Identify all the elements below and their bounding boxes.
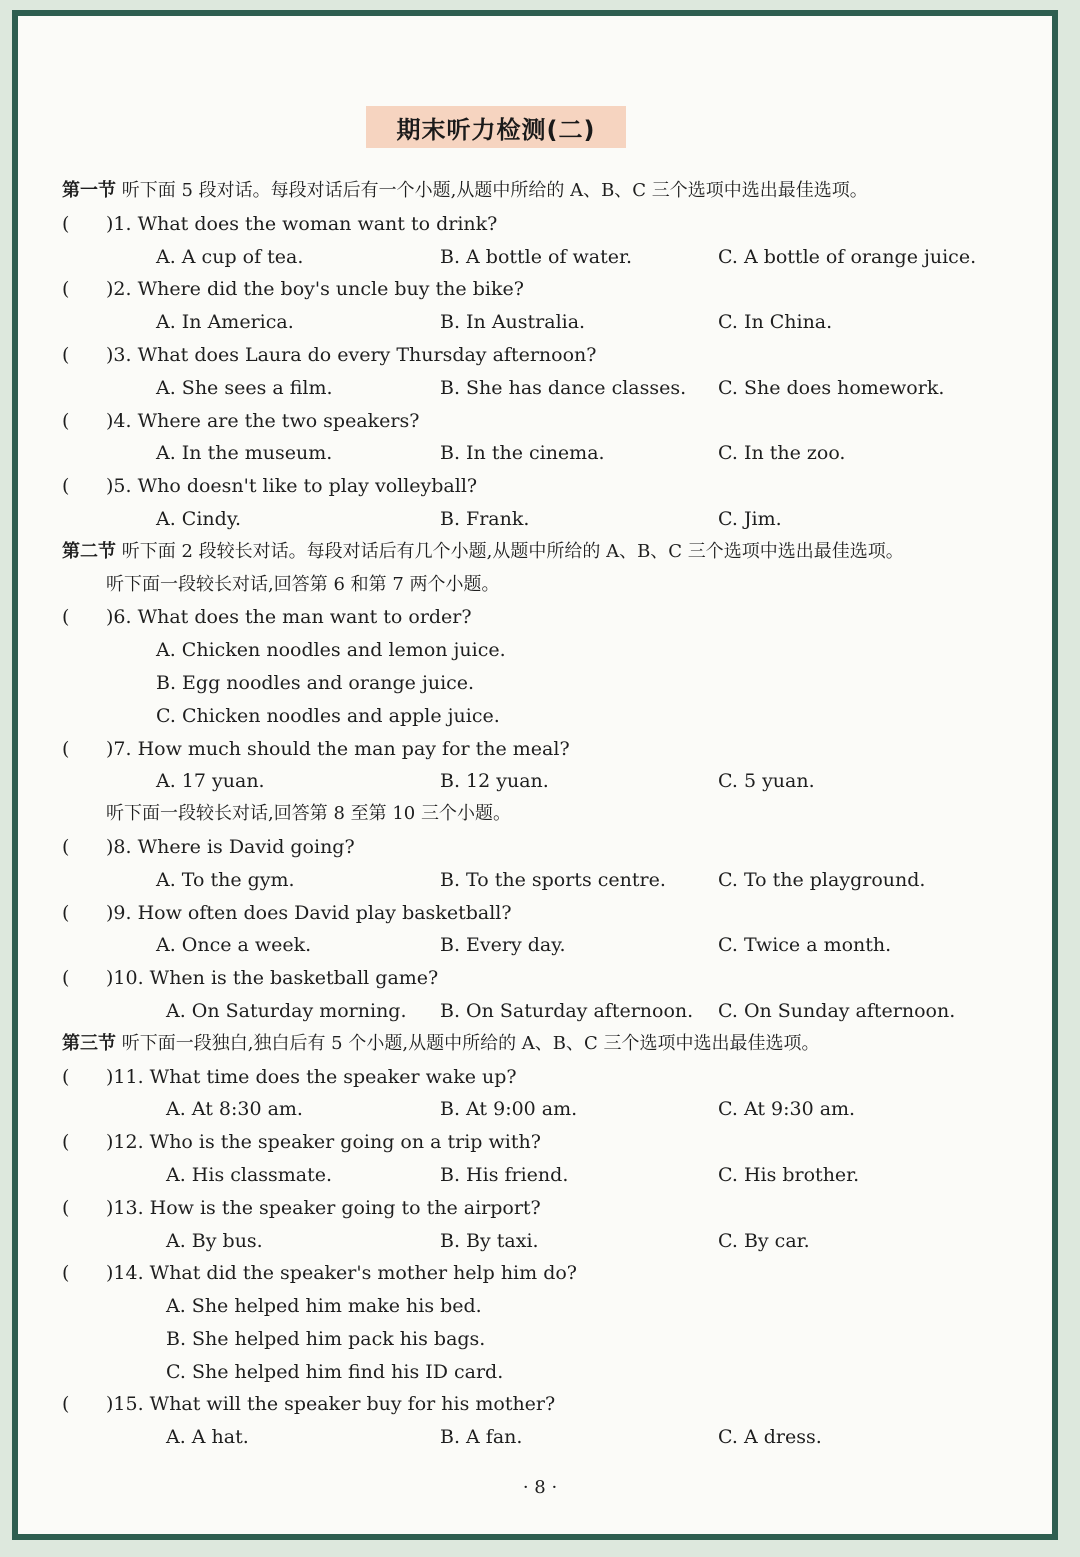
question-3: [62, 339, 1042, 372]
question-text: )5. Who doesn't like to play volleyball?: [106, 475, 478, 498]
option-c: C. A bottle of orange juice.: [718, 245, 977, 268]
section-label: 第二节: [62, 540, 116, 562]
option-14c: [62, 1356, 1042, 1389]
question-8: [62, 831, 1042, 864]
option-a: A. In the museum.: [156, 442, 333, 465]
options-2: [62, 306, 1042, 339]
option-b: B. She has dance classes.: [440, 376, 687, 399]
title-banner: [366, 106, 626, 148]
answer-blank: (: [62, 278, 70, 301]
option-b: B. His friend.: [440, 1163, 569, 1186]
option-a: A. By bus.: [166, 1229, 263, 1252]
question-13: [62, 1192, 1042, 1225]
section-label: 第三节: [62, 1032, 116, 1054]
option-a: A. On Saturday morning.: [166, 999, 407, 1022]
section-2-heading: [62, 536, 1042, 569]
option-c: C. Jim.: [718, 507, 782, 530]
option-c: C. Twice a month.: [718, 934, 892, 957]
page-number: · 8 ·: [522, 1477, 558, 1498]
option-c: C. By car.: [718, 1229, 810, 1252]
option-14b: [62, 1323, 1042, 1356]
answer-blank: (: [62, 212, 70, 235]
answer-blank: (: [62, 1131, 70, 1154]
answer-blank: (: [62, 475, 70, 498]
section-instructions: 听下面一段独白,独白后有 5 个小题,从题中所给的 A、B、C 三个选项中选出最佳选项。: [121, 1032, 820, 1054]
option-b: B. To the sports centre.: [440, 868, 666, 891]
options-3: [62, 372, 1042, 405]
question-text: )1. What does the woman want to drink?: [106, 212, 498, 235]
option-b: B. A bottle of water.: [440, 245, 633, 268]
options-10: [62, 995, 1042, 1028]
question-5: [62, 470, 1042, 503]
answer-blank: (: [62, 606, 70, 629]
options-8: [62, 864, 1042, 897]
option-14a: [62, 1290, 1042, 1323]
option-b: B. In the cinema.: [440, 442, 605, 465]
options-12: [62, 1159, 1042, 1192]
options-11: [62, 1093, 1042, 1126]
option-b: B. On Saturday afternoon.: [440, 999, 694, 1022]
option-c: C. A dress.: [718, 1426, 822, 1449]
option-6b: [62, 667, 1042, 700]
option-a: A. She sees a film.: [156, 376, 333, 399]
question-text: )10. When is the basketball game?: [106, 967, 439, 990]
option-c: C. His brother.: [718, 1163, 860, 1186]
option-b: B. At 9:00 am.: [440, 1098, 578, 1121]
option-c: C. Chicken noodles and apple juice.: [156, 704, 500, 727]
dialogue-instruction-1: 听下面一段较长对话,回答第 6 和第 7 两个小题。: [106, 573, 500, 595]
option-b: B. Every day.: [440, 934, 566, 957]
question-14: [62, 1257, 1042, 1290]
question-12: [62, 1126, 1042, 1159]
option-a: A. She helped him make his bed.: [166, 1295, 482, 1318]
option-a: A. In America.: [156, 311, 294, 334]
option-c: C. In the zoo.: [718, 442, 846, 465]
options-4: [62, 437, 1042, 470]
answer-blank: (: [62, 1262, 70, 1285]
options-5: [62, 503, 1042, 536]
option-a: A. Once a week.: [156, 934, 312, 957]
answer-blank: (: [62, 1065, 70, 1088]
question-text: )12. Who is the speaker going on a trip with?: [106, 1131, 541, 1154]
option-a: A. A hat.: [166, 1426, 249, 1449]
dialogue-instruction-2: 听下面一段较长对话,回答第 8 至第 10 三个小题。: [106, 803, 511, 825]
section-instructions: 听下面 2 段较长对话。每段对话后有几个小题,从题中所给的 A、B、C 三个选项中选出最佳选项。: [121, 540, 904, 562]
question-text: )13. How is the speaker going to the airport?: [106, 1196, 541, 1219]
option-c: C. On Sunday afternoon.: [718, 999, 956, 1022]
question-11: [62, 1061, 1042, 1094]
options-7: [62, 765, 1042, 798]
question-6: [62, 601, 1042, 634]
section-instructions: 听下面 5 段对话。每段对话后有一个小题,从题中所给的 A、B、C 三个选项中选出最佳选项。: [121, 180, 868, 201]
option-a: A. A cup of tea.: [156, 245, 304, 268]
question-10: [62, 962, 1042, 995]
question-15: [62, 1388, 1042, 1421]
question-text: )3. What does Laura do every Thursday afternoon?: [106, 343, 597, 366]
option-b: B. By taxi.: [440, 1229, 539, 1252]
question-text: )7. How much should the man pay for the meal?: [106, 737, 570, 760]
answer-blank: (: [62, 1393, 70, 1416]
option-c: C. To the playground.: [718, 868, 926, 891]
section-label: 第一节: [62, 180, 116, 201]
question-text: )11. What time does the speaker wake up?: [106, 1065, 517, 1088]
option-6c: [62, 700, 1042, 733]
question-7: [62, 733, 1042, 766]
question-text: )2. Where did the boy's uncle buy the bike?: [106, 278, 524, 301]
question-2: [62, 273, 1042, 306]
option-a: A. Chicken noodles and lemon juice.: [156, 639, 506, 662]
answer-blank: (: [62, 901, 70, 924]
option-a: A. His classmate.: [166, 1163, 333, 1186]
question-text: )14. What did the speaker's mother help him do?: [106, 1262, 577, 1285]
question-text: )9. How often does David play basketball?: [106, 901, 512, 924]
options-1: [62, 241, 1042, 274]
option-a: A. 17 yuan.: [156, 770, 265, 793]
option-a: A. At 8:30 am.: [166, 1098, 303, 1121]
question-text: )4. Where are the two speakers?: [106, 409, 420, 432]
question-text: )15. What will the speaker buy for his mother?: [106, 1393, 556, 1416]
options-13: [62, 1225, 1042, 1258]
option-b: B. A fan.: [440, 1426, 523, 1449]
question-9: [62, 897, 1042, 930]
option-c: C. She helped him find his ID card.: [166, 1360, 504, 1383]
option-c: C. In China.: [718, 311, 833, 334]
section-1-heading: [62, 175, 1042, 208]
option-b: B. She helped him pack his bags.: [166, 1327, 486, 1350]
option-a: A. To the gym.: [156, 868, 295, 891]
option-b: B. 12 yuan.: [440, 770, 549, 793]
page-title: 期末听力检测(二): [396, 115, 596, 144]
answer-blank: (: [62, 1196, 70, 1219]
question-text: )8. Where is David going?: [106, 835, 355, 858]
options-15: [62, 1421, 1042, 1454]
option-b: B. Frank.: [440, 507, 530, 530]
question-4: [62, 405, 1042, 438]
option-a: A. Cindy.: [156, 507, 242, 530]
option-b: B. Egg noodles and orange juice.: [156, 671, 475, 694]
option-c: C. She does homework.: [718, 376, 945, 399]
answer-blank: (: [62, 737, 70, 760]
section-3-heading: [62, 1028, 1042, 1061]
option-b: B. In Australia.: [440, 311, 586, 334]
answer-blank: (: [62, 409, 70, 432]
exam-content: [62, 175, 1042, 1454]
question-1: [62, 208, 1042, 241]
option-c: C. At 9:30 am.: [718, 1098, 856, 1121]
answer-blank: (: [62, 343, 70, 366]
answer-blank: (: [62, 967, 70, 990]
option-6a: [62, 634, 1042, 667]
answer-blank: (: [62, 835, 70, 858]
question-text: )6. What does the man want to order?: [106, 606, 472, 629]
option-c: C. 5 yuan.: [718, 770, 815, 793]
options-9: [62, 929, 1042, 962]
